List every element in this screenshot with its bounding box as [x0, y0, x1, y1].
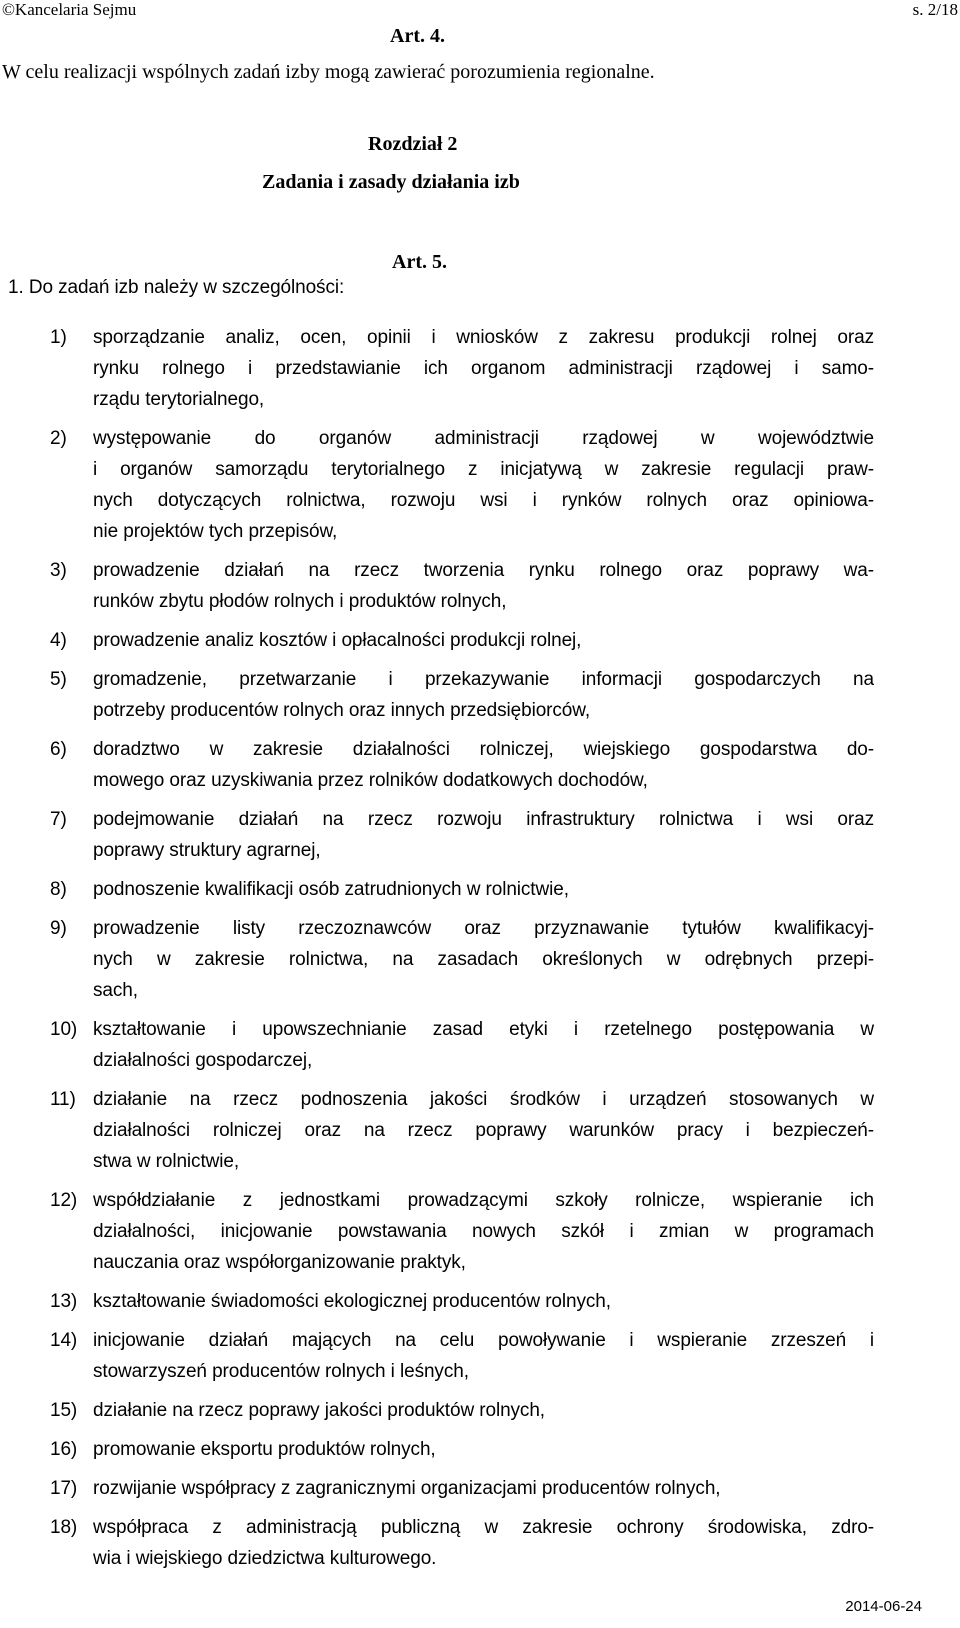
list-item-line: współdziałanie z jednostkami prowadzącymi szkoły rolnicze, wspieranie ich [93, 1190, 874, 1211]
list-item-number: 13) [50, 1291, 78, 1312]
footer-date: 2014-06-24 [845, 1598, 922, 1615]
article-5-heading: Art. 5. [392, 251, 447, 273]
list-item-line: działalności rolniczej oraz na rzecz poprawy warunków pracy i bezpieczeń- [93, 1120, 874, 1141]
list-item-line: nie projektów tych przepisów, [93, 521, 338, 542]
list-item-line: stwa w rolnictwie, [93, 1151, 240, 1172]
list-item [50, 1084, 874, 1177]
list-item-number: 5) [50, 669, 67, 690]
header-page-number: s. 2/18 [912, 0, 958, 19]
list-item [50, 423, 874, 547]
list-item-number: 16) [50, 1439, 78, 1460]
list-item-line: podejmowanie działań na rzecz rozwoju infrastruktury rolnictwa i wsi oraz [93, 809, 874, 830]
list-item [50, 1014, 874, 1076]
list-item-line: działalności, inicjowanie powstawania nowych szkół i zmian w programach [93, 1221, 874, 1242]
list-item [50, 1395, 874, 1426]
list-item-number: 12) [50, 1190, 78, 1211]
article-5-intro: 1. Do zadań izb należy w szczególności: [8, 277, 345, 298]
list-item-number: 8) [50, 879, 67, 900]
list-item [50, 322, 874, 415]
list-item [50, 874, 874, 905]
list-item-line: nych w zakresie rolnictwa, na zasadach określonych w odrębnych przepi- [93, 949, 874, 970]
list-item [50, 1286, 874, 1317]
list-item-line: runków zbytu płodów rolnych i produktów rolnych, [93, 591, 507, 612]
list-item-line: działanie na rzecz podnoszenia jakości środków i urządzeń stosowanych w [93, 1089, 874, 1110]
list-item-line: promowanie eksportu produktów rolnych, [93, 1439, 436, 1460]
list-item-number: 14) [50, 1330, 78, 1351]
list-item-number: 1) [50, 327, 67, 348]
list-item-number: 3) [50, 560, 67, 581]
list-item-line: i organów samorządu terytorialnego z inicjatywą w zakresie regulacji praw- [93, 459, 874, 480]
list-item-number: 9) [50, 918, 67, 939]
list-item-line: rozwijanie współpracy z zagranicznymi organizacjami producentów rolnych, [93, 1478, 721, 1499]
list-item-line: potrzeby producentów rolnych oraz innych przedsiębiorców, [93, 700, 591, 721]
list-item-line: inicjowanie działań mających na celu powoływanie i wspieranie zrzeszeń i [93, 1330, 874, 1351]
article-4-heading: Art. 4. [390, 25, 445, 47]
list-item [50, 1473, 874, 1504]
list-item-line: poprawy struktury agrarnej, [93, 840, 321, 861]
list-item-line: prowadzenie listy rzeczoznawców oraz przyznawanie tytułów kwalifikacyj- [93, 918, 874, 939]
header-copyright: ©Kancelaria Sejmu [2, 0, 137, 19]
list-item-line: działanie na rzecz poprawy jakości produktów rolnych, [93, 1400, 545, 1421]
list-item [50, 1325, 874, 1387]
list-item-line: rynku rolnego i przedstawianie ich organom administracji rządowej i samo- [93, 358, 874, 379]
list-item-number: 17) [50, 1478, 78, 1499]
list-item-line: stowarzyszeń producentów rolnych i leśnych, [93, 1361, 469, 1382]
list-item [50, 664, 874, 726]
list-item-line: nych dotyczących rolnictwa, rozwoju wsi i rynków rolnych oraz opiniowa- [93, 490, 874, 511]
list-item-line: nauczania oraz współorganizowanie praktyk, [93, 1252, 466, 1273]
list-item-line: prowadzenie działań na rzecz tworzenia rynku rolnego oraz poprawy wa- [93, 560, 874, 581]
list-item-line: kształtowanie i upowszechnianie zasad etyki i rzetelnego postępowania w [93, 1019, 874, 1040]
chapter-title: Zadania i zasady działania izb [262, 171, 520, 193]
list-item [50, 625, 874, 656]
list-item-line: podnoszenie kwalifikacji osób zatrudnionych w rolnictwie, [93, 879, 569, 900]
list-item-line: występowanie do organów administracji rządowej w województwie [93, 428, 874, 449]
list-item-number: 6) [50, 739, 67, 760]
list-item-number: 4) [50, 630, 67, 651]
list-item-line: gromadzenie, przetwarzanie i przekazywanie informacji gospodarczych na [93, 669, 874, 690]
list-item [50, 913, 874, 1006]
list-item [50, 1434, 874, 1465]
list-item-line: działalności gospodarczej, [93, 1050, 313, 1071]
article-4-text: W celu realizacji wspólnych zadań izby mogą zawierać porozumienia regionalne. [2, 61, 655, 83]
list-item-number: 2) [50, 428, 67, 449]
article-5-item-list [50, 322, 874, 1582]
list-item-line: kształtowanie świadomości ekologicznej producentów rolnych, [93, 1291, 611, 1312]
list-item [50, 1185, 874, 1278]
list-item-number: 15) [50, 1400, 78, 1421]
list-item [50, 804, 874, 866]
list-item-number: 10) [50, 1019, 78, 1040]
list-item [50, 1512, 874, 1574]
list-item-number: 7) [50, 809, 67, 830]
list-item-number: 18) [50, 1517, 78, 1538]
list-item-line: sach, [93, 980, 138, 1001]
list-item-line: wia i wiejskiego dziedzictwa kulturowego. [93, 1548, 437, 1569]
chapter-number: Rozdział 2 [368, 133, 458, 155]
list-item-line: współpraca z administracją publiczną w zakresie ochrony środowiska, zdro- [93, 1517, 874, 1538]
list-item-line: mowego oraz uzyskiwania przez rolników dodatkowych dochodów, [93, 770, 648, 791]
list-item-line: doradztwo w zakresie działalności rolniczej, wiejskiego gospodarstwa do- [93, 739, 874, 760]
list-item-number: 11) [50, 1089, 76, 1110]
list-item [50, 555, 874, 617]
list-item [50, 734, 874, 796]
list-item-line: rządu terytorialnego, [93, 389, 265, 410]
list-item-line: prowadzenie analiz kosztów i opłacalności produkcji rolnej, [93, 630, 582, 651]
list-item-line: sporządzanie analiz, ocen, opinii i wniosków z zakresu produkcji rolnej oraz [93, 327, 874, 348]
